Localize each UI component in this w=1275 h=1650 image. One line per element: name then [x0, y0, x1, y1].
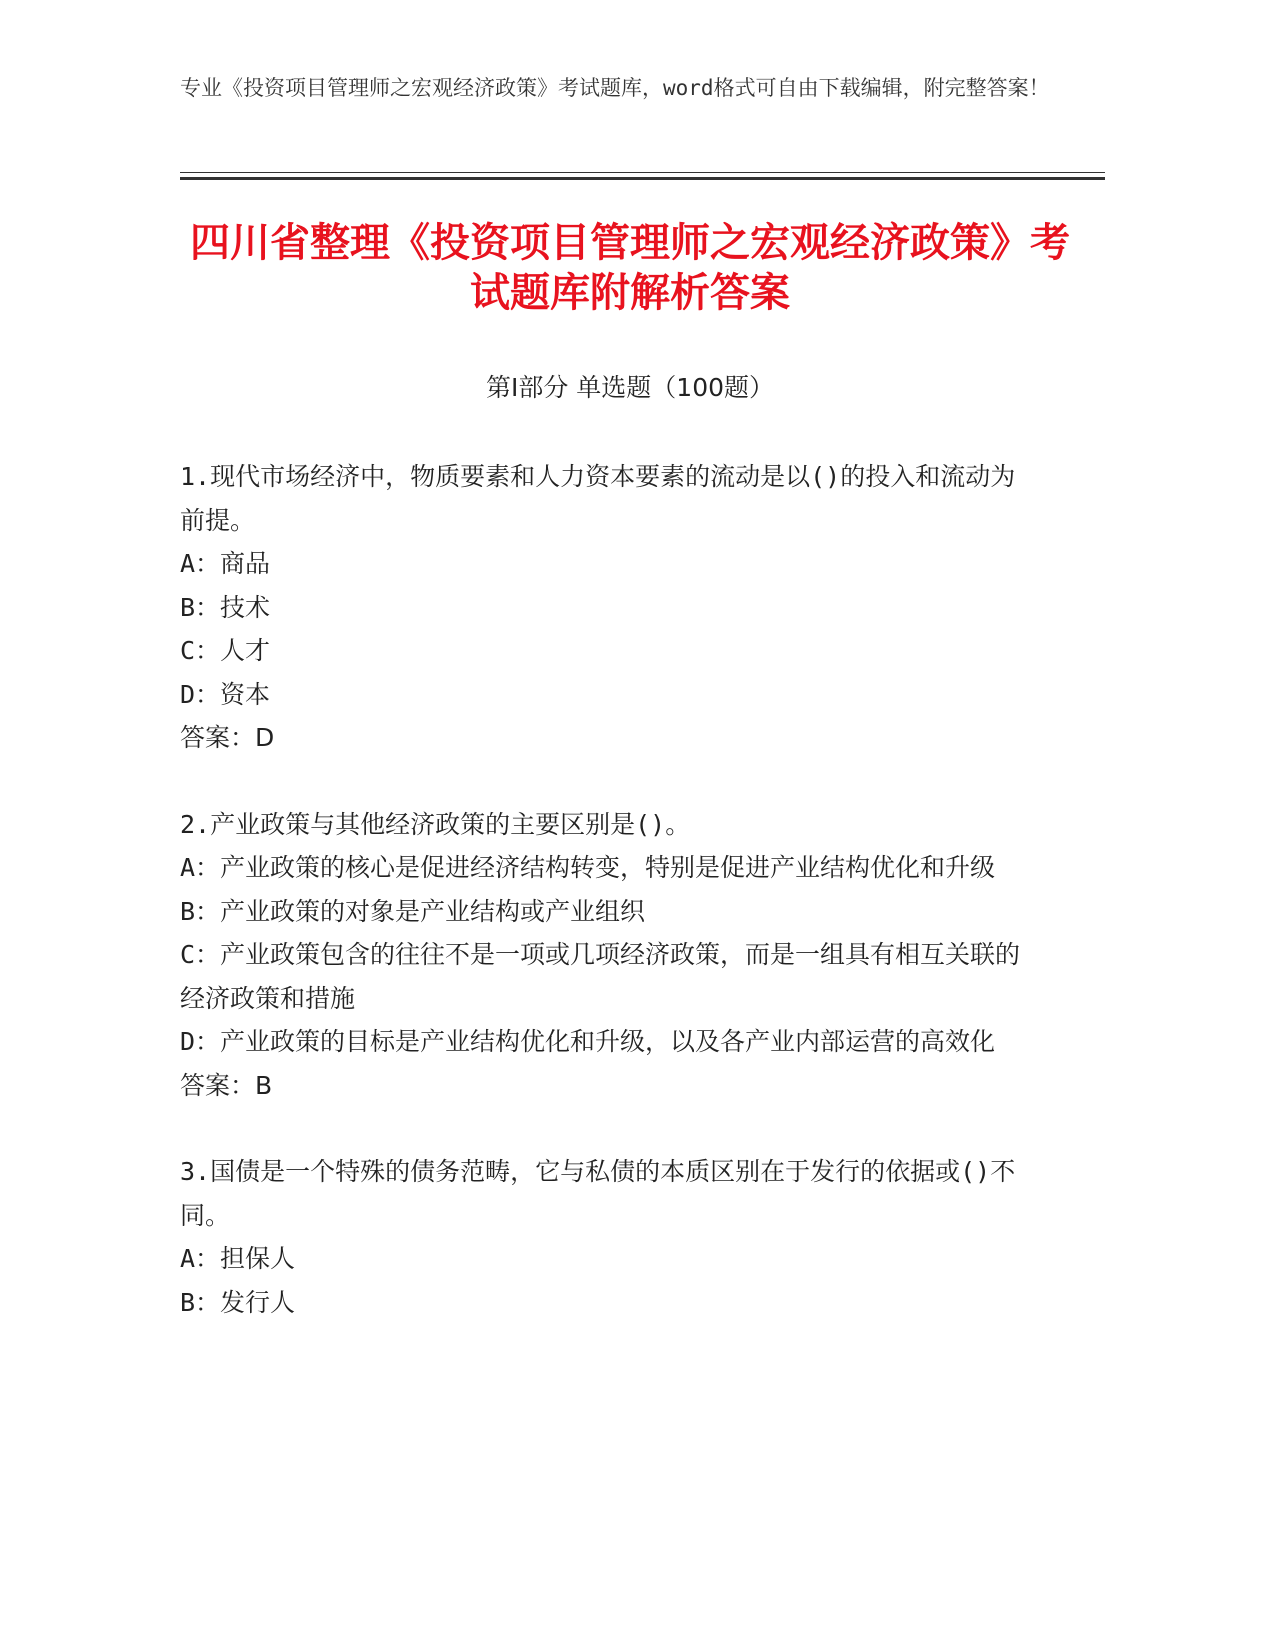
option-b: B：产业政策的对象是产业结构或产业组织 — [180, 896, 646, 926]
question-1 — [180, 455, 1030, 760]
question-3 — [180, 1150, 1030, 1324]
option-a: A：产业政策的核心是促进经济结构转变，特别是促进产业结构优化和升级 — [180, 853, 996, 882]
option-b: B：技术 — [180, 592, 271, 622]
question-2 — [180, 803, 1030, 1108]
question-text: 2.产业政策与其他经济政策的主要区别是()。 — [180, 809, 691, 839]
header-divider-thick — [180, 177, 1105, 180]
question-text: 1.现代市场经济中，物质要素和人力资本要素的流动是以()的投入和流动为前提。 — [180, 462, 1016, 535]
answer: 答案：B — [180, 1070, 273, 1100]
answer: 答案：D — [180, 723, 275, 752]
option-b: B：发行人 — [180, 1287, 296, 1317]
option-c: C：人才 — [180, 636, 271, 665]
option-d: D：资本 — [180, 679, 271, 709]
option-a: A：担保人 — [180, 1244, 296, 1273]
option-c: C：产业政策包含的往往不是一项或几项经济政策，而是一组具有相互关联的经济政策和措施 — [180, 940, 1021, 1013]
question-list — [180, 455, 1030, 1367]
option-a: A：商品 — [180, 549, 271, 578]
header-divider-thin — [180, 172, 1105, 173]
option-d: D：产业政策的目标是产业结构优化和升级，以及各产业内部运营的高效化 — [180, 1027, 996, 1056]
question-text: 3.国债是一个特殊的债务范畴，它与私债的本质区别在于发行的依据或()不同。 — [180, 1157, 1016, 1230]
header-note: 专业《投资项目管理师之宏观经济政策》考试题库，word格式可自由下载编辑，附完整答案！ — [180, 76, 1050, 100]
section-heading: 第Ⅰ部分 单选题（100题） — [485, 373, 775, 402]
document-title: 四川省整理《投资项目管理师之宏观经济政策》考试题库附解析答案 — [190, 220, 1070, 316]
